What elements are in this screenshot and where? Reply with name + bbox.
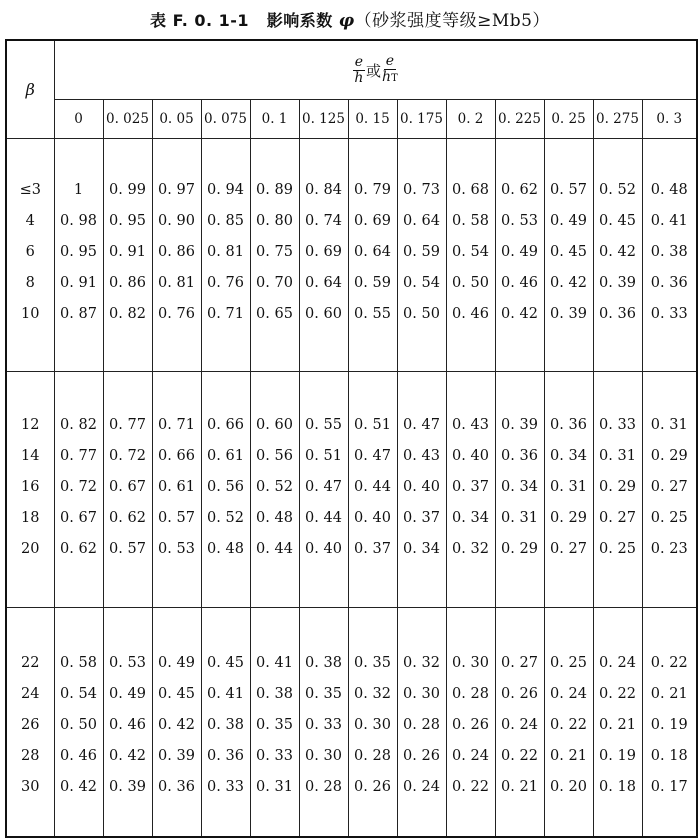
value-cell [397, 608, 446, 838]
coefficient-value: 0. 52 [256, 479, 293, 495]
coefficient-value: 0. 35 [354, 655, 391, 671]
coefficient-value: 0. 36 [599, 306, 636, 322]
coefficient-value: 0. 48 [207, 541, 244, 557]
coefficient-value: 0. 45 [550, 244, 587, 260]
value-cell [397, 372, 446, 608]
coefficient-value: 0. 99 [109, 182, 146, 198]
coefficient-value: 0. 81 [158, 275, 195, 291]
coefficient-value: 0. 49 [109, 686, 146, 702]
coefficient-value: 0. 36 [650, 275, 688, 291]
value-cell [348, 139, 397, 372]
column-header: 0. 05 [152, 100, 201, 139]
coefficient-value: 0. 49 [550, 213, 587, 229]
coefficient-value: 0. 49 [501, 244, 538, 260]
coefficient-value: 0. 52 [599, 182, 636, 198]
coefficient-value: 0. 80 [256, 213, 293, 229]
coefficient-value: 0. 43 [452, 417, 489, 433]
coefficient-value: 0. 65 [256, 306, 293, 322]
beta-header: β [6, 40, 54, 139]
coefficient-value: 0. 44 [354, 479, 391, 495]
coefficient-value: 0. 47 [403, 417, 440, 433]
coefficient-value: 0. 27 [599, 510, 636, 526]
coefficient-value: 0. 42 [550, 275, 587, 291]
coefficient-value: 0. 64 [403, 213, 440, 229]
column-header: 0. 15 [348, 100, 397, 139]
coefficient-value: 0. 31 [501, 510, 538, 526]
coefficient-value: 0. 34 [452, 510, 489, 526]
beta-value: 6 [25, 244, 35, 260]
beta-value: 30 [21, 779, 40, 795]
coefficient-value: 0. 37 [354, 541, 391, 557]
coefficient-value: 0. 40 [305, 541, 342, 557]
coefficient-value: 0. 51 [354, 417, 391, 433]
value-cell [103, 608, 152, 838]
coefficient-value: 0. 18 [599, 779, 636, 795]
coefficient-value: 0. 33 [650, 306, 688, 322]
coefficient-value: 0. 62 [109, 510, 146, 526]
coefficient-value: 0. 41 [256, 655, 293, 671]
coefficient-value: 0. 51 [305, 448, 342, 464]
coefficient-value: 0. 21 [501, 779, 538, 795]
coefficient-value: 0. 58 [60, 655, 97, 671]
coefficient-value: 0. 81 [207, 244, 244, 260]
coefficient-value: 0. 31 [650, 417, 688, 433]
coefficient-value: 0. 89 [256, 182, 293, 198]
coefficient-value: 0. 34 [403, 541, 440, 557]
coefficient-value: 0. 46 [501, 275, 538, 291]
coefficient-value: 0. 47 [354, 448, 391, 464]
column-header: 0. 2 [446, 100, 495, 139]
table-number: 表 F. 0. 1-1 [150, 11, 250, 30]
coefficient-value: 0. 59 [354, 275, 391, 291]
coefficient-value: 0. 26 [354, 779, 391, 795]
value-cell [103, 372, 152, 608]
coefficient-value: 0. 39 [158, 748, 195, 764]
phi-symbol: φ [338, 11, 355, 31]
coefficient-value: 0. 17 [650, 779, 688, 795]
value-cell [446, 608, 495, 838]
coefficient-value: 0. 24 [550, 686, 587, 702]
beta-value: 16 [21, 479, 40, 495]
coefficient-value: 0. 71 [207, 306, 244, 322]
coefficient-value: 0. 57 [158, 510, 195, 526]
coefficient-value: 0. 32 [354, 686, 391, 702]
coefficient-value: 0. 52 [207, 510, 244, 526]
coefficient-value: 0. 29 [650, 448, 688, 464]
beta-cell [6, 372, 54, 608]
value-cell [152, 608, 201, 838]
value-cell [54, 608, 103, 838]
coefficient-value: 0. 72 [60, 479, 97, 495]
coefficient-value: 0. 31 [256, 779, 293, 795]
coefficient-value: 0. 79 [354, 182, 391, 198]
column-header-row [6, 100, 697, 139]
coefficient-value: 0. 27 [501, 655, 538, 671]
coefficient-value: 0. 31 [599, 448, 636, 464]
coefficient-value: 0. 60 [256, 417, 293, 433]
coefficient-value: 0. 36 [158, 779, 195, 795]
coefficient-value: 0. 30 [305, 748, 342, 764]
column-header: 0 [54, 100, 103, 139]
coefficient-value: 0. 24 [599, 655, 636, 671]
coefficient-value: 0. 45 [207, 655, 244, 671]
coefficient-value: 0. 76 [207, 275, 244, 291]
coefficient-value: 0. 31 [550, 479, 587, 495]
coefficient-value: 0. 21 [550, 748, 587, 764]
coefficient-value: 0. 67 [109, 479, 146, 495]
coefficient-value: 0. 70 [256, 275, 293, 291]
coefficient-value: 0. 94 [207, 182, 244, 198]
coefficient-value: 1 [73, 182, 84, 198]
coefficient-value: 0. 86 [158, 244, 195, 260]
coefficient-value: 0. 69 [305, 244, 342, 260]
coefficient-value: 0. 91 [60, 275, 97, 291]
coefficient-value: 0. 48 [256, 510, 293, 526]
coefficient-value: 0. 75 [256, 244, 293, 260]
value-cell [299, 372, 348, 608]
coefficient-value: 0. 62 [501, 182, 538, 198]
table-row-group [6, 372, 697, 608]
table-name: 影响系数 [266, 11, 333, 30]
value-cell [152, 139, 201, 372]
value-cell [348, 372, 397, 608]
coefficient-value: 0. 57 [109, 541, 146, 557]
coefficient-value: 0. 30 [403, 686, 440, 702]
influence-coefficient-table [5, 39, 698, 838]
coefficient-value: 0. 82 [109, 306, 146, 322]
value-cell [54, 372, 103, 608]
coefficient-value: 0. 39 [501, 417, 538, 433]
coefficient-value: 0. 30 [354, 717, 391, 733]
coefficient-value: 0. 39 [109, 779, 146, 795]
beta-value: 12 [21, 417, 40, 433]
coefficient-value: 0. 42 [599, 244, 636, 260]
coefficient-value: 0. 28 [354, 748, 391, 764]
coefficient-value: 0. 95 [60, 244, 97, 260]
value-cell [299, 139, 348, 372]
value-cell [593, 608, 642, 838]
value-cell [495, 372, 544, 608]
coefficient-value: 0. 71 [158, 417, 195, 433]
coefficient-value: 0. 21 [650, 686, 688, 702]
coefficient-value: 0. 66 [158, 448, 195, 464]
coefficient-value: 0. 28 [305, 779, 342, 795]
coefficient-value: 0. 27 [550, 541, 587, 557]
value-cell [593, 372, 642, 608]
coefficient-value: 0. 90 [158, 213, 195, 229]
coefficient-value: 0. 21 [599, 717, 636, 733]
coefficient-value: 0. 46 [452, 306, 489, 322]
coefficient-value: 0. 38 [256, 686, 293, 702]
column-header: 0. 075 [201, 100, 250, 139]
coefficient-value: 0. 50 [60, 717, 97, 733]
coefficient-value: 0. 77 [60, 448, 97, 464]
table-condition: （砂浆强度等级≥Mb5） [354, 11, 550, 31]
coefficient-value: 0. 36 [501, 448, 538, 464]
coefficient-value: 0. 25 [650, 510, 688, 526]
coefficient-value: 0. 40 [403, 479, 440, 495]
coefficient-value: 0. 34 [501, 479, 538, 495]
value-cell [495, 608, 544, 838]
coefficient-value: 0. 50 [403, 306, 440, 322]
coefficient-value: 0. 67 [60, 510, 97, 526]
coefficient-value: 0. 49 [158, 655, 195, 671]
coefficient-value: 0. 20 [550, 779, 587, 795]
value-cell [642, 372, 697, 608]
coefficient-value: 0. 40 [354, 510, 391, 526]
coefficient-value: 0. 53 [501, 213, 538, 229]
coefficient-value: 0. 53 [109, 655, 146, 671]
coefficient-value: 0. 19 [650, 717, 688, 733]
beta-value: 14 [21, 448, 40, 464]
coefficient-value: 0. 23 [650, 541, 688, 557]
beta-value: 20 [21, 541, 40, 557]
column-header: 0. 25 [544, 100, 593, 139]
coefficient-value: 0. 59 [403, 244, 440, 260]
coefficient-value: 0. 38 [305, 655, 342, 671]
coefficient-value: 0. 28 [403, 717, 440, 733]
beta-cell [6, 139, 54, 372]
coefficient-value: 0. 39 [550, 306, 587, 322]
beta-value: 28 [21, 748, 40, 764]
beta-value: 4 [25, 213, 35, 229]
coefficient-value: 0. 74 [305, 213, 342, 229]
table-row-group [6, 139, 697, 372]
beta-value: 22 [21, 655, 40, 671]
value-cell [103, 139, 152, 372]
coefficient-value: 0. 36 [207, 748, 244, 764]
value-cell [642, 608, 697, 838]
coefficient-value: 0. 28 [452, 686, 489, 702]
table-body [6, 139, 697, 838]
value-cell [446, 139, 495, 372]
coefficient-value: 0. 87 [60, 306, 97, 322]
coefficient-value: 0. 22 [550, 717, 587, 733]
coefficient-value: 0. 61 [207, 448, 244, 464]
coefficient-value: 0. 44 [305, 510, 342, 526]
coefficient-value: 0. 46 [109, 717, 146, 733]
coefficient-value: 0. 22 [501, 748, 538, 764]
coefficient-value: 0. 69 [354, 213, 391, 229]
value-cell [201, 139, 250, 372]
coefficient-value: 0. 25 [599, 541, 636, 557]
coefficient-value: 0. 38 [650, 244, 688, 260]
coefficient-value: 0. 44 [256, 541, 293, 557]
value-cell [348, 608, 397, 838]
coefficient-value: 0. 34 [550, 448, 587, 464]
coefficient-value: 0. 42 [109, 748, 146, 764]
value-cell [544, 372, 593, 608]
coefficient-value: 0. 36 [550, 417, 587, 433]
coefficient-value: 0. 32 [403, 655, 440, 671]
value-cell [593, 139, 642, 372]
value-cell [250, 608, 299, 838]
value-cell [642, 139, 697, 372]
coefficient-value: 0. 48 [650, 182, 688, 198]
coefficient-value: 0. 24 [501, 717, 538, 733]
beta-value: ≤3 [19, 182, 41, 198]
coefficient-value: 0. 54 [60, 686, 97, 702]
coefficient-value: 0. 45 [158, 686, 195, 702]
coefficient-value: 0. 43 [403, 448, 440, 464]
coefficient-value: 0. 30 [452, 655, 489, 671]
value-cell [397, 139, 446, 372]
coefficient-value: 0. 77 [109, 417, 146, 433]
value-cell [544, 608, 593, 838]
coefficient-value: 0. 53 [158, 541, 195, 557]
coefficient-value: 0. 29 [599, 479, 636, 495]
coefficient-value: 0. 33 [599, 417, 636, 433]
beta-cell [6, 608, 54, 838]
coefficient-value: 0. 97 [158, 182, 195, 198]
column-header: 0. 3 [642, 100, 697, 139]
value-cell [201, 608, 250, 838]
coefficient-value: 0. 95 [109, 213, 146, 229]
coefficient-value: 0. 55 [305, 417, 342, 433]
coefficient-value: 0. 39 [599, 275, 636, 291]
column-header: 0. 1 [250, 100, 299, 139]
coefficient-value: 0. 56 [207, 479, 244, 495]
coefficient-value: 0. 33 [256, 748, 293, 764]
coefficient-value: 0. 29 [550, 510, 587, 526]
coefficient-value: 0. 32 [452, 541, 489, 557]
coefficient-value: 0. 76 [158, 306, 195, 322]
coefficient-value: 0. 56 [256, 448, 293, 464]
beta-value: 26 [21, 717, 40, 733]
coefficient-value: 0. 42 [60, 779, 97, 795]
coefficient-value: 0. 22 [599, 686, 636, 702]
coefficient-value: 0. 46 [60, 748, 97, 764]
coefficient-value: 0. 64 [354, 244, 391, 260]
coefficient-value: 0. 62 [60, 541, 97, 557]
coefficient-value: 0. 98 [60, 213, 97, 229]
coefficient-value: 0. 41 [207, 686, 244, 702]
coefficient-value: 0. 85 [207, 213, 244, 229]
value-cell [54, 139, 103, 372]
value-cell [495, 139, 544, 372]
coefficient-value: 0. 24 [403, 779, 440, 795]
coefficient-value: 0. 26 [452, 717, 489, 733]
coefficient-value: 0. 54 [403, 275, 440, 291]
coefficient-value: 0. 29 [501, 541, 538, 557]
coefficient-value: 0. 84 [305, 182, 342, 198]
e-over-ht-fraction: $\frac{e}{hT}$ [382, 53, 398, 85]
beta-value: 10 [21, 306, 40, 322]
column-header: 0. 225 [495, 100, 544, 139]
eccentricity-header [54, 40, 697, 100]
coefficient-value: 0. 73 [403, 182, 440, 198]
coefficient-value: 0. 91 [109, 244, 146, 260]
coefficient-value: 0. 26 [403, 748, 440, 764]
coefficient-value: 0. 55 [354, 306, 391, 322]
coefficient-value: 0. 68 [452, 182, 489, 198]
coefficient-value: 0. 42 [158, 717, 195, 733]
coefficient-value: 0. 42 [501, 306, 538, 322]
coefficient-value: 0. 33 [207, 779, 244, 795]
column-header: 0. 275 [593, 100, 642, 139]
value-cell [250, 372, 299, 608]
e-over-h-fraction: $\frac{e}{h}$ [354, 53, 364, 86]
coefficient-value: 0. 33 [305, 717, 342, 733]
coefficient-value: 0. 72 [109, 448, 146, 464]
value-cell [446, 372, 495, 608]
coefficient-value: 0. 26 [501, 686, 538, 702]
column-header: 0. 025 [103, 100, 152, 139]
coefficient-value: 0. 47 [305, 479, 342, 495]
or-text: 或 [366, 61, 382, 80]
coefficient-value: 0. 37 [403, 510, 440, 526]
value-cell [299, 608, 348, 838]
coefficient-value: 0. 86 [109, 275, 146, 291]
coefficient-value: 0. 60 [305, 306, 342, 322]
table-row-group [6, 608, 697, 838]
coefficient-value: 0. 58 [452, 213, 489, 229]
value-cell [152, 372, 201, 608]
coefficient-value: 0. 27 [650, 479, 688, 495]
value-cell [544, 139, 593, 372]
coefficient-value: 0. 19 [599, 748, 636, 764]
beta-value: 8 [25, 275, 35, 291]
coefficient-value: 0. 61 [158, 479, 195, 495]
coefficient-value: 0. 66 [207, 417, 244, 433]
coefficient-value: 0. 40 [452, 448, 489, 464]
coefficient-value: 0. 57 [550, 182, 587, 198]
coefficient-value: 0. 25 [550, 655, 587, 671]
coefficient-value: 0. 37 [452, 479, 489, 495]
table-title [0, 6, 700, 31]
coefficient-value: 0. 35 [305, 686, 342, 702]
coefficient-value: 0. 22 [650, 655, 688, 671]
coefficient-value: 0. 82 [60, 417, 97, 433]
beta-value: 24 [21, 686, 40, 702]
beta-value: 18 [21, 510, 40, 526]
coefficient-value: 0. 41 [650, 213, 688, 229]
coefficient-value: 0. 64 [305, 275, 342, 291]
column-header: 0. 125 [299, 100, 348, 139]
coefficient-value: 0. 35 [256, 717, 293, 733]
coefficient-value: 0. 45 [599, 213, 636, 229]
value-cell [201, 372, 250, 608]
coefficient-value: 0. 50 [452, 275, 489, 291]
value-cell [250, 139, 299, 372]
coefficient-value: 0. 24 [452, 748, 489, 764]
coefficient-value: 0. 54 [452, 244, 489, 260]
coefficient-value: 0. 38 [207, 717, 244, 733]
coefficient-value: 0. 22 [452, 779, 489, 795]
column-header: 0. 175 [397, 100, 446, 139]
coefficient-value: 0. 18 [650, 748, 688, 764]
